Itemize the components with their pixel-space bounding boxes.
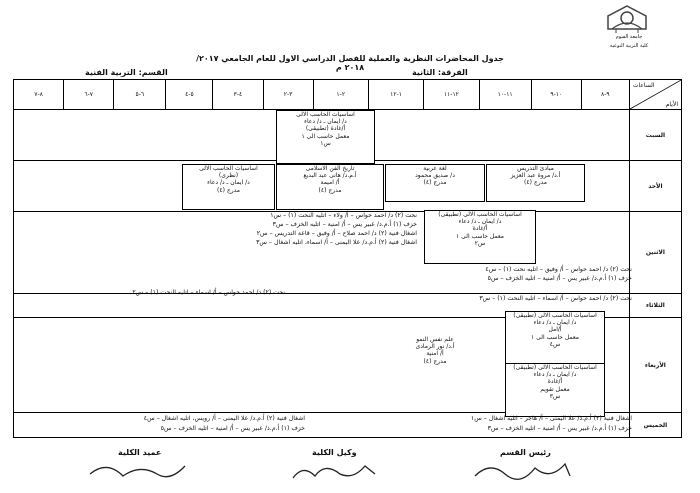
time-header: ٢-١ [313,80,368,110]
block-line: أ.م.د/ هانى عبد البديع [303,172,357,180]
block-line: مدرج (٤) [217,186,240,194]
block-line: لغة عربية [423,165,447,172]
day-label: الاثنين [629,212,681,294]
block-line: (نظرى) [218,172,239,180]
block-line: اساسيات الحاسب الالى [199,165,258,172]
block-line: أ/ اميمة [320,179,340,187]
time-header: ٣-٢ [263,80,313,110]
block-line: أ.د/ نور الرمادى [415,343,455,351]
thu-session-line: خزف (١) أ.م.د/ عبير يس – أ/ امنية – اتليه الخزف – س٥ [160,425,305,432]
sun-islamic-art-block [276,164,384,210]
sat-computer-lab-block [276,110,375,164]
mon-session-line: اشغال فنية (٢) أ.م.د/ علا اليمنى – أ/ اسماء، اتليه اشغال – س٣ [256,239,417,246]
time-header: ٦-٥ [114,80,166,110]
block-line: مدرج (٤) [318,186,342,194]
head-of-department-label: رئيس القسم [500,448,551,457]
thu-session-line: اشغال فنية (٢) أ.م.د/ علا اليمنى – أ/ رويس، اتليه اشغال – س٤ [143,415,305,422]
header-row [14,80,682,110]
block-line: د/ ايمان ـ د/ دعاء [207,179,250,187]
block-line: معمل حاسب الى ١ [301,132,350,140]
day-label: الخميس [629,413,681,438]
block-line: مدرج (٤) [423,179,447,187]
page-title: جدول المحاضرات النظرية والعملية للفصل الدراسي الاول للعام الجامعي ٢٠١٧/ ٢٠١٨ م [196,54,504,72]
block-line: مدرج (٤) [524,179,547,187]
mon-session-line: نحت (٢) د/ احمد حواس – أ/ ولاء – اتليه النحت (١) – س١ [270,212,417,219]
level-label: الفرقة: الثانية [412,68,468,77]
signature-dean [85,456,195,486]
day-label: الأحد [629,161,681,212]
block-line: مدرج (٤) [423,357,447,365]
wed-computer-lab-block-2 [505,363,605,417]
time-header: ٥-٤ [166,80,213,110]
block-line: اساسيات الحاسب الالى (تطبيقى) [513,312,597,319]
block-line: س٤ [549,340,561,348]
block-line: د/ ايمان ـ د/ دعاء [304,118,347,126]
block-line: د/ ايمان ـ د/ دعاء [533,319,577,327]
department-label: القسم: التربية الفنية [85,68,168,77]
day-label: الأربعاء [629,318,681,413]
dean-label: عميد الكلية [118,448,162,457]
block-line: اساسيات الحاسب الالى [296,111,355,118]
time-header: ٩-٨ [581,80,629,110]
block-line: تاريخ الفن الاسلامى [305,165,355,172]
block-line: اساسيات الحاسب الالى (تطبيقى) [513,364,597,371]
block-line: أ/امل [548,326,562,334]
signature-head [470,456,580,486]
wed-psychology-block [380,336,490,380]
thu-session-line: اشغال فنية (٢) أ.م.د/ علا اليمنى – أ/ هاجر – اتليه اشغال – س١ [470,415,632,422]
time-header: ١-١٢ [368,80,423,110]
mon-session-line: نحت (٢) د/ احمد حواس – أ/ وفيق – اتليه نحت (١) – س٤ [485,266,632,273]
block-line: علم نفس النمو [416,336,454,343]
time-header: ١٢-١١ [424,80,479,110]
sun-arabic-block [385,164,485,202]
tue-session-line: نحت (٢) د/ احمد حواس – أ/ اسماء – اتليه النحت (١) – س٣ [479,295,632,302]
tue-session-line: نحت (٢) د/ احمد حواس – أ/ اسماء – اتليه النحت (١) – س٢ [132,289,285,296]
block-line: د/ ايمان ـ د/ دعاء [533,371,577,379]
block-line: معمل حاسب الى ١ [530,333,580,341]
university-name: جامعة الفيوم [615,34,643,40]
block-line: أ/ امنية [426,350,444,358]
time-header: ٧-٦ [64,80,114,110]
block-line: د/ صديق محمود [415,172,455,180]
time-header: ١٠-٩ [531,80,581,110]
mon-session-line: اشغال فنية (٢) د/ احمد صلاح – أ/ وفيق – قاعة التدريس – س٢ [256,230,417,237]
mon-session-line: خزف (١) أ.م.د/ عبير يس – أ/ امنية – اتليه الخزف – س٥ [487,275,632,282]
vice-dean-label: وكيل الكلية [312,448,357,457]
sun-computer-theory-block [182,164,275,210]
block-line: معمل حاسب الى ١ [455,232,505,240]
signature-vice [285,456,385,486]
corner-cell [629,80,681,110]
thu-session-line: خزف (١) أ.م.د/ عبير يس – أ/ امنية – اتليه الخزف – س٣ [487,425,632,432]
block-line: س٣ [549,392,561,400]
time-header: ٤-٣ [213,80,263,110]
block-line: أ/غادة [472,225,488,233]
block-line: أ/غادة (تطبيقى) [305,125,346,133]
block-line: أ.د/ مروة عبد العزيز [510,172,561,180]
mon-session-line: خزف (١) أ.م.د/ عبير يس – أ/ امنية – اتليه الخزف – س٣ [272,221,417,228]
corner-hours-label: الساعات [632,82,655,89]
mon-computer-lab-block [424,210,536,264]
time-header: ٨-٧ [14,80,64,110]
time-header: ١١-١٠ [479,80,531,110]
corner-days-label: الأيام [665,101,678,108]
block-line: معمل تقويم [540,385,570,393]
day-label: السبت [629,110,681,161]
block-line: مبادئ التدريس [517,165,554,172]
sun-teaching-principles-block [486,164,585,202]
block-line: أ/غادة [547,378,563,386]
block-line: د/ ايمان ـ د/ دعاء [458,218,502,226]
block-line: س٢ [474,239,486,247]
day-label: الثلاثاء [629,294,681,318]
block-line: س١ [320,139,331,147]
wed-computer-lab-block-1 [505,311,605,365]
block-line: اساسيات الحاسب الالى (تطبيقى) [438,211,522,218]
college-name: كلية التربية النوعية [609,43,649,49]
